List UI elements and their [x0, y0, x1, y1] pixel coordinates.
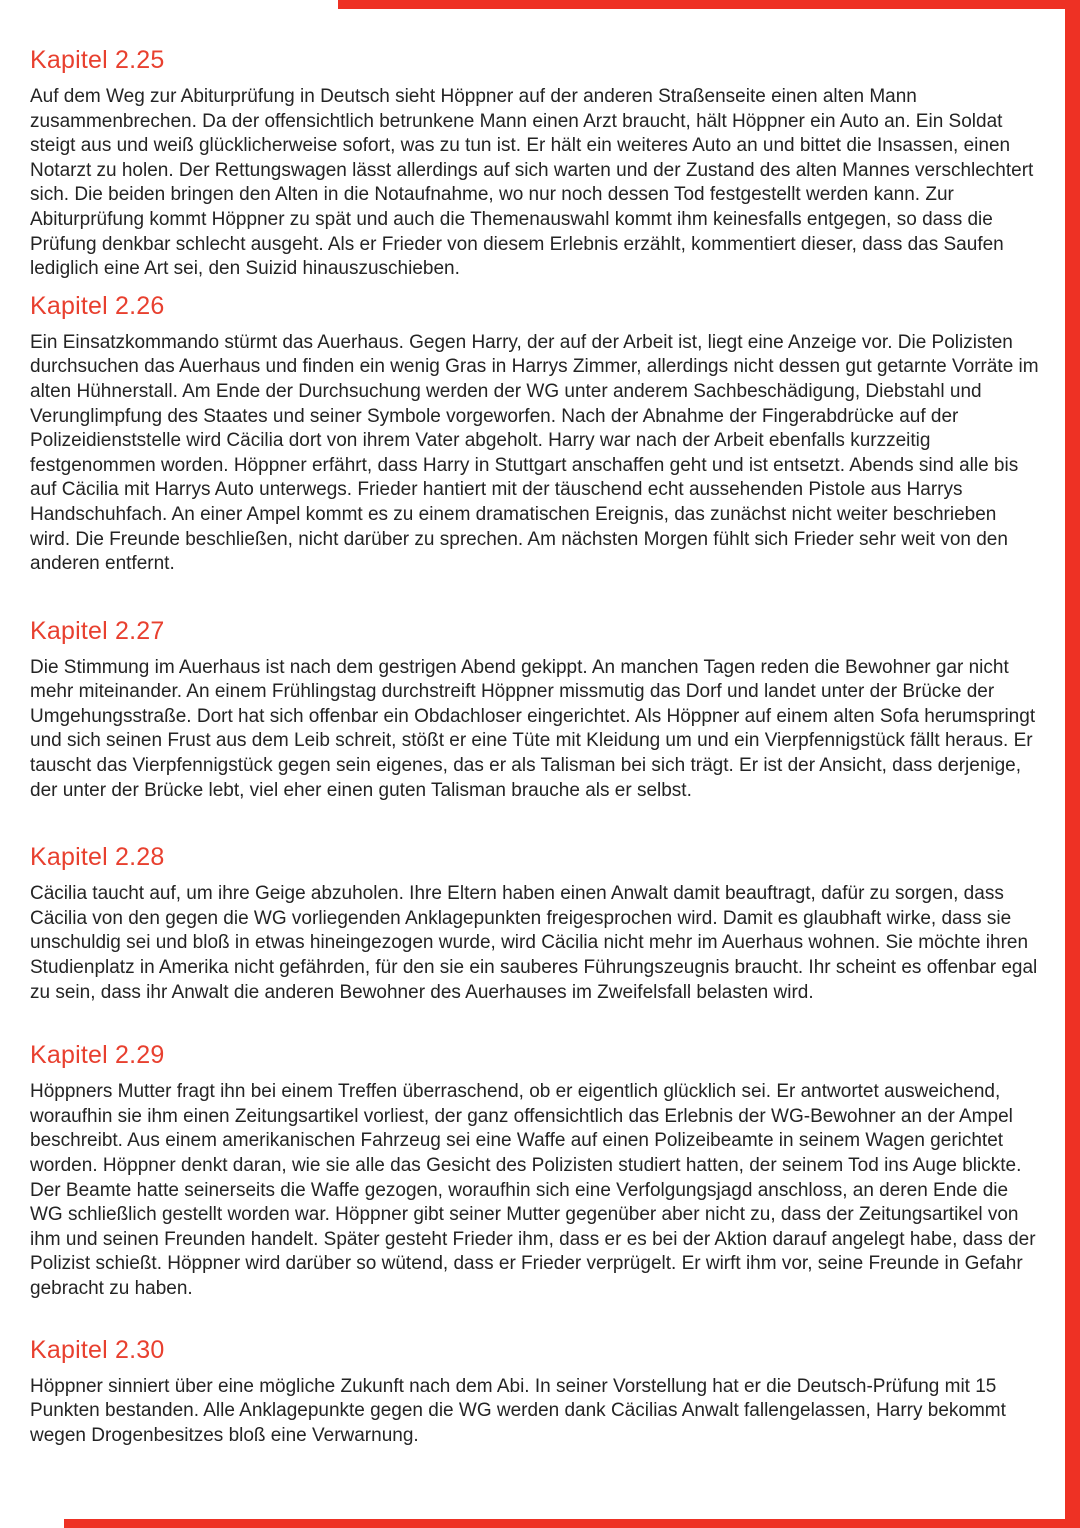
chapter-heading: Kapitel 2.30 [30, 1335, 165, 1364]
page-border-right [1065, 0, 1080, 1528]
chapter-section [30, 46, 1040, 282]
chapter-heading: Kapitel 2.26 [30, 291, 165, 320]
chapter-body-text: Ein Einsatzkommando stürmt das Auerhaus. Gegen Harry, der auf der Arbeit ist, liegt eine Anzeige vor. Die Polizisten durchsuchen das Auerhaus und finden ein wenig Gras in Harrys Zimmer, allerdings nicht dessen gut getarnte Vorräte im alten Hühnerstall. Am Ende der Durchsuchung werden der WG unter anderem Sachbeschädigung, Diebstahl und Verunglimpfung des Staates und seiner Symbole vorgeworfen. Nach der Abnahme der Fingerabdrücke auf der Polizeidienststelle wird Cäcilia dort von ihrem Vater abgeholt. Harry war nach der Arbeit ebenfalls kurzzeitig festgenommen worden. Höppner erfährt, dass Harry in Stuttgart anschaffen geht und ist entsetzt. Abends sind alle bis auf Cäcilia mit Harrys Auto unterwegs. Frieder hantiert mit der täuschend echt aussehenden Pistole aus Harrys Handschuhfach. An einer Ampel kommt es zu einem dramatischen Ereignis, das zunächst nicht weiter beschrieben wird. Die Freunde beschließen, nicht darüber zu sprechen. Am nächsten Morgen fühlt sich Frieder sehr weit von den anderen entfernt. [30, 331, 1039, 575]
chapter-summaries [30, 0, 1040, 1448]
page-border-bottom [64, 1519, 1065, 1528]
chapter-heading: Kapitel 2.25 [30, 46, 165, 74]
chapter-heading: Kapitel 2.28 [30, 843, 165, 872]
chapter-section [30, 1336, 1040, 1449]
chapter-body-text: Cäcilia taucht auf, um ihre Geige abzuholen. Ihre Eltern haben einen Anwalt damit beauftragt, dafür zu sorgen, dass Cäcilia von den gegen die WG vorliegenden Anklagepunkten freigesprochen wird. Damit es glaubhaft wirke, dass sie unschuldig sei und bloß in etwas hineingezogen wurde, wird Cäcilia nicht mehr im Auerhaus wohnen. Sie möchte ihren Studienplatz in Amerika nicht gefährden, für den sie ein sauberes Führungszeugnis braucht. Ihr scheint es offenbar egal zu sein, dass ihr Anwalt die anderen Bewohner des Auerhauses im Zweifelsfall belasten wird. [30, 883, 1038, 1003]
chapter-heading: Kapitel 2.27 [30, 616, 165, 645]
chapter-body-text: Auf dem Weg zur Abiturprüfung in Deutsch sieht Höppner auf der anderen Straßenseite einen alten Mann zusammenbrechen. Da der offensichtlich betrunkene Mann einen Arzt braucht, hält Höppner ein Auto an. Ein Soldat steigt aus und weiß glücklicherweise sofort, was zu tun ist. Er hält ein weiteres Auto an und bittet die Insassen, einen Notarzt zu holen. Der Rettungswagen lässt allerdings auf sich warten und der Zustand des alten Mannes verschlechtert sich. Die beiden bringen den Alten in die Notaufnahme, wo nur noch dessen Tod festgestellt werden kann. Zur Abiturprüfung kommt Höppner zu spät und auch die Themenauswahl kommt ihm keinesfalls entgegen, so dass die Prüfung denkbar schlecht ausgeht. Als er Frieder von diesem Erlebnis erzählt, kommentiert dieser, dass das Saufen lediglich eine Art sei, den Suizid hinauszuschieben. [30, 86, 1034, 280]
chapter-section [30, 1041, 1040, 1301]
chapter-section [30, 292, 1040, 577]
chapter-body-text: Höppner sinniert über eine mögliche Zukunft nach dem Abi. In seiner Vorstellung hat er die Deutsch-Prüfung mit 15 Punkten bestanden. Alle Anklagepunkte gegen die WG werden dank Cäcilias Anwalt fallengelassen, Harry bekommt wegen Drogenbesitzes bloß eine Verwarnung. [30, 1375, 1006, 1446]
chapter-section [30, 843, 1040, 1005]
chapter-body-text: Die Stimmung im Auerhaus ist nach dem gestrigen Abend gekippt. An manchen Tagen reden die Bewohner gar nicht mehr miteinander. An einem Frühlingstag durchstreift Höppner missmutig das Dorf und landet unter der Brücke der Umgehungsstraße. Dort hat sich offenbar ein Obdachloser eingerichtet. Als Höppner auf einem alten Sofa herumspringt und sich seinen Frust aus dem Leib schreit, stößt er eine Tüte mit Kleidung um und ein Vierpfennigstück fällt heraus. Er tauscht das Vierpfennigstück gegen sein eigenes, das er als Talisman bei sich trägt. Er ist der Ansicht, dass derjenige, der unter der Brücke lebt, viel eher einen guten Talisman brauche als er selbst. [30, 656, 1036, 801]
chapter-body-text: Höppners Mutter fragt ihn bei einem Treffen überraschend, ob er eigentlich glücklich sei. Er antwortet ausweichend, woraufhin sie ihm einen Zeitungsartikel vorliest, der ganz offensichtlich das Erlebnis der WG-Bewohner an der Ampel beschreibt. Aus einem amerikanischen Fahrzeug sei eine Waffe auf einen Polizeibeamte in seinem Wagen gerichtet worden. Höppner denkt daran, wie sie alle das Gesicht des Polizisten studiert hatten, der seinem Tod ins Auge blickte. Der Beamte hatte seinerseits die Waffe gezogen, woraufhin sich eine Verfolgungsjagd anschloss, an deren Ende die WG schließlich gestellt worden war. Höppner gibt seiner Mutter gegenüber aber nicht zu, dass der Zeitungsartikel von ihm und seinen Freunden handelt. Später gesteht Frieder ihm, dass er es bei der Aktion darauf angelegt habe, dass der Polizist schießt. Höppner wird darüber so wütend, dass er Frieder verprügelt. Er wirft ihm vor, seine Freunde in Gefahr gebracht zu haben. [30, 1081, 1036, 1299]
chapter-section [30, 617, 1040, 804]
chapter-heading: Kapitel 2.29 [30, 1041, 165, 1070]
